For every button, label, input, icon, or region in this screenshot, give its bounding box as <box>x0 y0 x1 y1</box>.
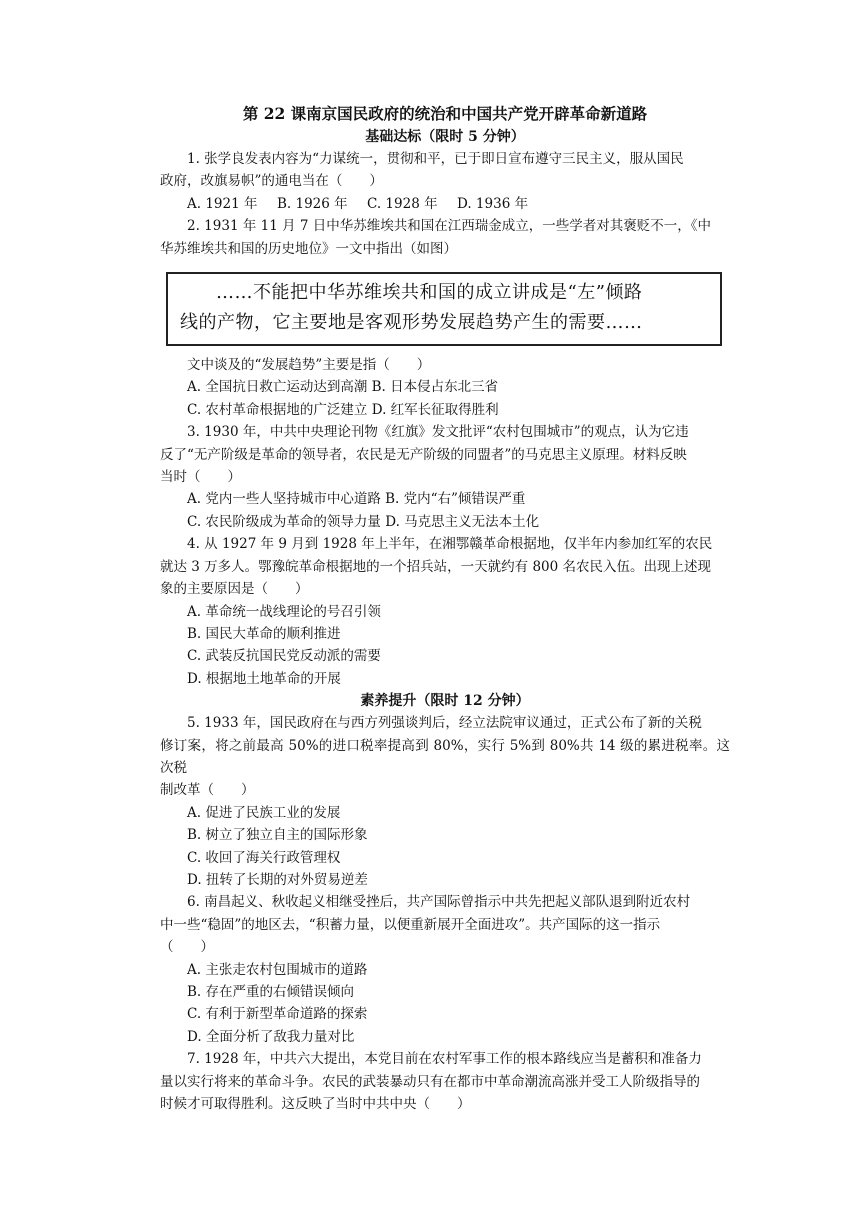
q1-option-c: C. 1928 年 <box>367 195 438 212</box>
q2-quote-line1: ……不能把中华苏维埃共和国的成立讲成是“左”倾路 <box>216 282 643 304</box>
q7-stem-line1: 7. 1928 年，中共六大提出，本党目前在农村军事工作的根本路线应当是蓄积和准备力 <box>187 1051 702 1068</box>
q6-stem-line3: （ ） <box>160 939 214 956</box>
q6-option-c: C. 有利于新型革命道路的探索 <box>187 1006 368 1023</box>
document-content <box>160 102 730 1115</box>
q3-options-row2: C. 农民阶级成为革命的领导力量 D. 马克思主义无法本土化 <box>187 513 540 530</box>
q1-option-d: D. 1936 年 <box>457 195 529 212</box>
question-7 <box>160 1048 730 1115</box>
q4-stem-line2: 就达 3 万多人。鄂豫皖革命根据地的一个招兵站，一天就约有 800 名农民入伍。出现上述现 <box>160 558 712 575</box>
q1-option-b: B. 1926 年 <box>277 195 348 212</box>
q3-stem-line1: 3. 1930 年，中共中央理论刊物《红旗》发文批评“农村包围城市”的观点，认为它违 <box>187 424 689 441</box>
q3-stem-line3: 当时（ ） <box>160 469 241 486</box>
question-3 <box>160 421 730 533</box>
q5-option-b: B. 树立了独立自主的国际形象 <box>187 827 368 844</box>
question-4 <box>160 533 730 690</box>
q6-stem-line2: 中一些“稳固”的地区去，“积蓄力量，以便重新展开全面进攻”。共产国际的这一指示 <box>160 916 661 933</box>
q4-stem-line1: 4. 从 1927 年 9 月到 1928 年上半年，在湘鄂赣革命根据地，仅半年内参加红军的农民 <box>187 536 713 553</box>
q1-options <box>160 193 730 215</box>
q2-options-row1: A. 全国抗日救亡运动达到高潮 B. 日本侵占东北三省 <box>187 379 499 396</box>
q4-stem-line3: 象的主要原因是（ ） <box>160 581 309 598</box>
question-2 <box>160 215 730 421</box>
q2-stem-line2: 华苏维埃共和国的历史地位》一文中指出（如图） <box>160 240 457 257</box>
q1-stem-line1: 1. 张学良发表内容为“力谋统一，贯彻和平，已于即日宣布遵守三民主义，服从国民 <box>187 151 684 167</box>
q3-stem-line2: 反了“无产阶级是革命的领导者，农民是无产阶级的同盟者”的马克思主义原理。材料反映 <box>160 446 687 463</box>
q4-option-a: A. 革命统一战线理论的号召引领 <box>187 603 381 620</box>
q6-stem-line1: 6. 南昌起义、秋收起义相继受挫后，共产国际曾指示中共先把起义部队退到附近农村 <box>187 894 691 911</box>
q2-question: 文中谈及的“发展趋势”主要是指（ ） <box>187 357 431 374</box>
q1-option-a: A. 1921 年 <box>187 195 258 212</box>
q7-stem-line2: 量以实行将来的革命斗争。农民的武装暴动只有在都市中革命潮流高涨并受工人阶级指导的 <box>160 1073 700 1090</box>
q5-option-c: C. 收回了海关行政管理权 <box>187 849 341 866</box>
q2-quote-box <box>166 272 722 346</box>
lesson-title: 第 22 课南京国民政府的统治和中国共产党开辟革命新道路 <box>242 104 648 123</box>
question-6 <box>160 891 730 1048</box>
q6-option-a: A. 主张走农村包围城市的道路 <box>187 961 368 978</box>
q5-option-d: D. 扭转了长期的对外贸易逆差 <box>187 871 368 888</box>
q2-stem-line1: 2. 1931 年 11 月 7 日中华苏维埃共和国在江西瑞金成立，一些学者对其褒贬不一，《中 <box>187 218 712 235</box>
q6-option-d: D. 全面分析了敌我力量对比 <box>187 1028 355 1045</box>
q7-stem-line3: 时候才可取得胜利。这反映了当时中共中央（ ） <box>160 1096 471 1113</box>
q5-stem-line2: 修订案，将之前最高 50%的进口税率提高到 80%，实行 5%到 80%共 14 级的累进税率。这次税 <box>160 737 730 776</box>
q5-stem-line3: 制改革（ ） <box>160 782 255 799</box>
q2-quote-line2: 线的产物，它主要地是客观形势发展趋势产生的需要…… <box>180 312 643 334</box>
q2-options-row2: C. 农村革命根据地的广泛建立 D. 红军长征取得胜利 <box>187 401 499 418</box>
q1-stem-line2: 政府，改旗易帜”的通电当在（ ） <box>160 173 383 190</box>
q6-option-b: B. 存在严重的右倾错误倾向 <box>187 984 355 1000</box>
q5-stem-line1: 5. 1933 年，国民政府在与西方列强谈判后，经立法院审议通过，正式公布了新的关税 <box>187 715 702 732</box>
question-5 <box>160 712 730 891</box>
section-heading-basic: 基础达标（限时 5 分钟） <box>365 129 525 145</box>
question-1 <box>160 148 730 215</box>
section-heading-advanced: 素养提升（限时 12 分钟） <box>360 693 530 710</box>
q4-option-c: C. 武装反抗国民党反动派的需要 <box>187 648 381 665</box>
q4-option-d: D. 根据地土地革命的开展 <box>187 670 341 687</box>
q4-option-b: B. 国民大革命的顺利推进 <box>187 625 341 642</box>
q5-option-a: A. 促进了民族工业的发展 <box>187 804 341 821</box>
q3-options-row1: A. 党内一些人坚持城市中心道路 B. 党内“右”倾错误严重 <box>187 491 526 508</box>
